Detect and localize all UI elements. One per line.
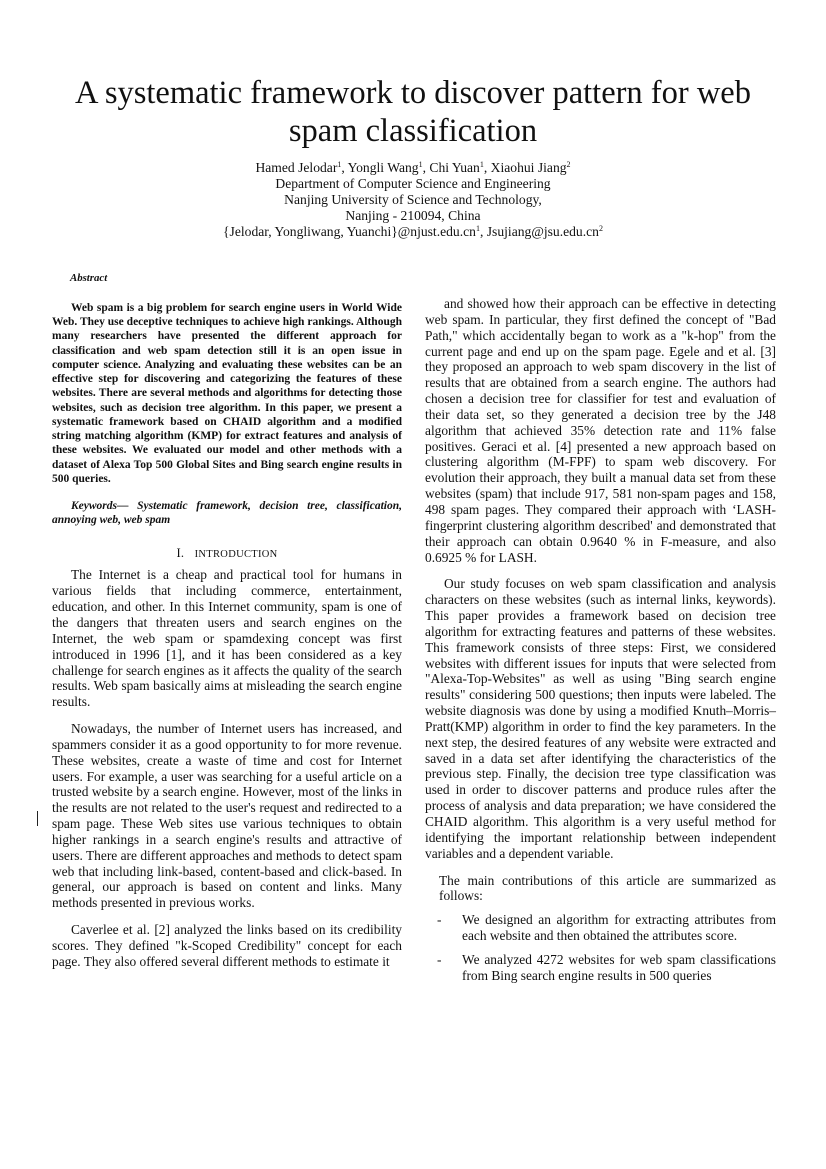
intro-paragraph: The Internet is a cheap and practical tool for humans in various fields that including commerce, entertainment, education, and other. In this Internet community, spam is one of the dangers that threaten users and search engines on the Internet, the web spam or spamdexing concept was first introduced in 1996 [1], and it has been considered as a key challenge for search engines as it affects the quality of the search results. Web spam basically aims at misleading the search engine results. (52, 567, 402, 710)
author-name: Hamed Jelodar (255, 160, 338, 175)
author-emails (40, 224, 786, 240)
section-number: I. (176, 545, 185, 560)
right-column (425, 296, 776, 992)
author-block (40, 160, 786, 240)
author-department: Department of Computer Science and Engineering (275, 176, 551, 191)
left-column (52, 271, 402, 970)
change-bar (37, 811, 38, 826)
list-item (437, 912, 776, 944)
author-email[interactable]: {Jelodar, Yongliwang, Yuanchi}@njust.edu.cn (223, 224, 476, 239)
author-name: Yongli Wang (347, 160, 419, 175)
bullet-dash: - (437, 912, 442, 928)
abstract-text: Web spam is a big problem for search engine users in World Wide Web. They use deceptive techniques to achieve high rankings. Although many researchers have presented the different approach for classification and web spam detection still it is an open issue in computer science. Analyzing and evaluating these websites can be an effective step for discovering and categorizing the features of these websites. There are several methods and algorithms for detecting those websites, such as decision tree algorithm. In this paper, we present a systematic framework based on CHAID algorithm and a modified string matching algorithm (KMP) for extract features and analysis of these websites. We evaluated our model and other methods with a dataset of Alexa Top 500 Global Sites and Bing search engine results in 500 queries. (52, 301, 402, 485)
keywords: Keywords— Systematic framework, decision tree, classification, annoying web, web spam (52, 500, 402, 527)
list-item (437, 952, 776, 984)
contributions-list (425, 912, 776, 983)
affiliation-marker: 1 (479, 160, 484, 169)
author-names: Hamed Jelodar$^1$, Yongli Wang$^1$, Chi Yuan$^1$, Xiaohui Jiang$^2$ (255, 160, 571, 175)
author-name: Xiaohui Jiang (490, 160, 567, 175)
author-name: Chi Yuan (429, 160, 480, 175)
affiliation-marker: 1 (337, 160, 342, 169)
intro-paragraph: Caverlee et al. [2] analyzed the links based on its credibility scores. They defined "k-Scoped Credibility" concept for each page. They also offered several different methods to estimate it (52, 922, 402, 969)
section-title: INTRODUCTION (194, 548, 278, 560)
affiliation-marker: 1 (475, 224, 480, 233)
abstract-heading: Abstract (70, 272, 108, 284)
email-separator: , (479, 224, 487, 239)
bullet-dash: - (437, 951, 442, 967)
section-heading (52, 546, 402, 563)
body-paragraph: Our study focuses on web spam classification and analysis characters on these websites (such as internal links, keywords). This paper provides a framework based on decision tree algorithm for extracting features and patterns of these websites. This framework consists of three steps: First, we considered websites with different issues for inputs that were selected from "Alexa-Top-Websites" as well as using "Bing search engine results" considering 500 questions; then inputs were labeled. The website diagnosis was done by using a modified Knuth–Morris–Pratt(KMP) algorithm in order to find the key parameters. In the next step, the desired features of any website were extracted and saved in a data set after identifying the characteristics of the previous step. Finally, the decision tree type classification was used in order to discover patterns and produce rules after the process of analysis and data preparation; we have considered the CHAID algorithm. This algorithm is a very useful method for identifying the important relationship between independent variables and a dependent variable. (425, 576, 776, 861)
affiliation-marker: 2 (566, 160, 571, 169)
intro-paragraph: Nowadays, the number of Internet users has increased, and spammers consider it as a good opportunity to for more revenue. These websites, create a waste of time and cost for Internet users. For example, a user was searching for a useful article on a trusted website by a search engine. However, most of the links in the results are not related to the user's request and redirected to a spam page. These Web sites use various techniques to obtain higher rankings in a search engine's results and attractive of users. There are different approaches and methods to detect spam web that including link-based, content-based and click-based. In general, our approach is based on content and links. Many methods presented in previous works. (52, 721, 402, 911)
list-item-text: We designed an algorithm for extracting attributes from each website and then obtained the attributes score. (462, 912, 776, 944)
author-email[interactable]: Jsujiang@jsu.edu.cn (486, 224, 599, 239)
author-city: Nanjing - 210094, China (345, 208, 481, 223)
list-item-text: We analyzed 4272 websites for web spam classifications from Bing search engine results in 500 queries (462, 951, 776, 983)
body-paragraph: and showed how their approach can be effective in detecting web spam. In particular, they first defined the concept of "Bad Path," which accidentally began to work as a "k-hop" from the current page and end up on the spam page. Egele and et al. [3] they proposed an approach to web spam discovery in the list of results that are obtained from a search engine. The authors had chosen a decision tree for classifier for test and evaluation of their data set, so they generated a decision tree by the J48 algorithm that achieved 35% detection rate and 11% false positives. Geraci et al. [4] presented a new approach based on clustering algorithm (M-FPF) to spam web discovery. For evolution their approach, they built a manual data set from these websites (spam) that include 917, 581 non-spam pages and 158, 498 spam pages. They compared their approach with ‘LASH-fingerprint clustering algorithm described' and demonstrated that their approach can obtain 0.9640 % in F-measure, and also 0.6925 % for LASH. (425, 296, 776, 565)
contributions-intro: The main contributions of this article are summarized as follows: (439, 872, 776, 904)
affiliation-marker: 1 (418, 160, 423, 169)
author-university: Nanjing University of Science and Technology, (284, 192, 542, 207)
paper-title: A systematic framework to discover pattern for web spam classification (75, 75, 751, 149)
affiliation-marker: 2 (598, 224, 603, 233)
